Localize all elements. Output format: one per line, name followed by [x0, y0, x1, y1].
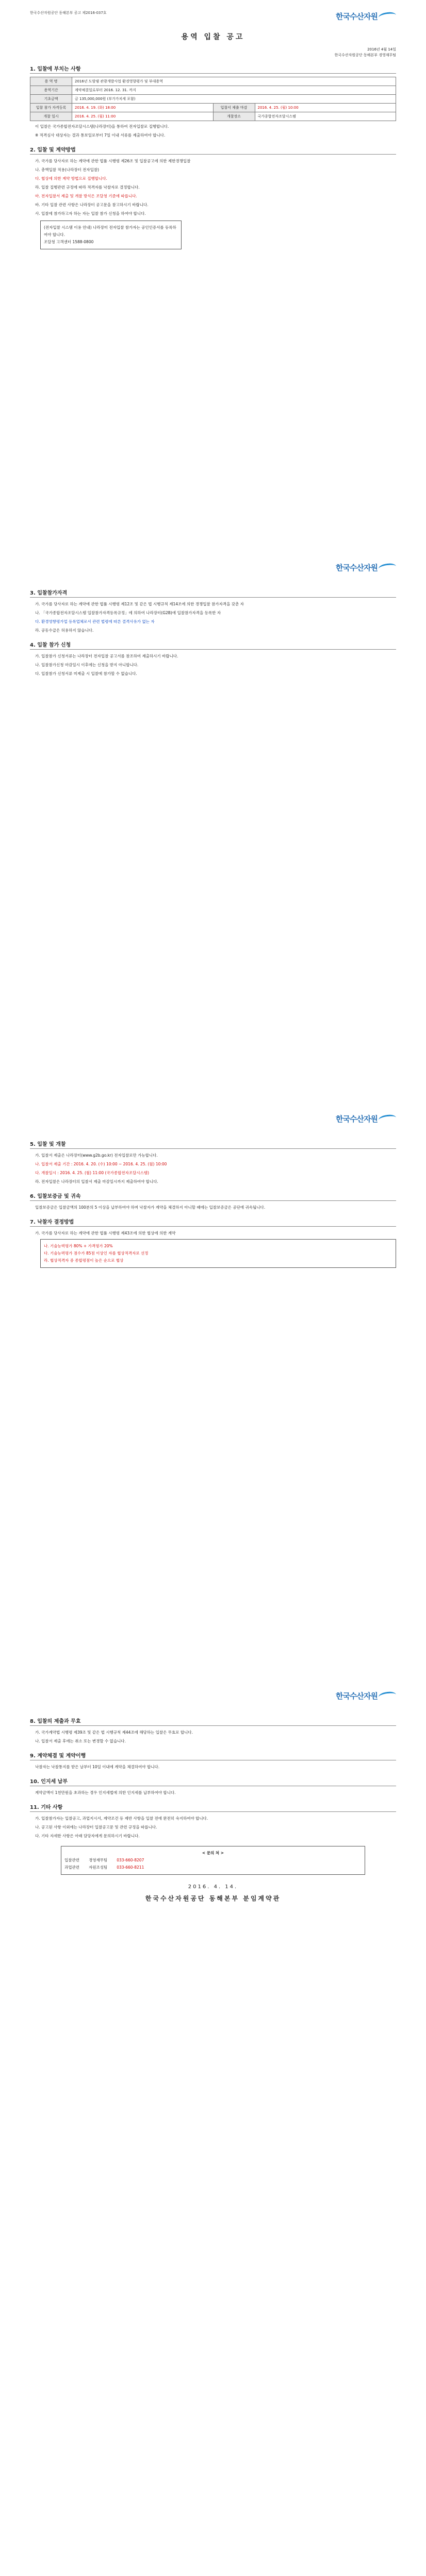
table-key: 기초금액 — [30, 95, 72, 104]
section-title: 5. 입찰 및 개찰 — [30, 1140, 396, 1149]
logo-text: 한국수산자원 — [336, 11, 378, 21]
table-value: 2016년 도암댐 관광개발사업 환경영향평가 및 부대용역 — [72, 77, 396, 86]
agency-logo — [336, 1690, 396, 1701]
note: ※ 적격심사 대상자는 결과 통보일로부터 7일 이내 서류를 제출하여야 합니다. — [35, 133, 166, 138]
section-title: 11. 기타 사항 — [30, 1803, 396, 1812]
table-key: 개찰장소 — [213, 112, 255, 121]
section-title: 6. 입찰보증금 및 귀속 — [30, 1192, 396, 1201]
section-title: 1. 입찰에 부치는 사항 — [30, 64, 396, 74]
contact-row — [64, 1864, 362, 1871]
paragraph: 계약금액이 1천만원을 초과하는 경우 인지세법에 의한 인지세를 납부하여야 합니다. — [35, 1790, 176, 1795]
table-row — [30, 86, 396, 95]
list-item: 가. 국가를 당사자로 하는 계약에 관한 법률 시행령 제43조에 의한 협상에 의한 계약 — [35, 1231, 176, 1235]
agency-logo — [336, 1113, 396, 1124]
list-item: 라. 전자입찰은 나라장터의 입찰서 제출 마감일시까지 제출하여야 합니다. — [35, 1179, 158, 1184]
list-item: 다. 기술능력평가 점수가 85점 이상인 자를 협상적격자로 선정 — [44, 1251, 149, 1256]
list-item: 다. 기타 자세한 사항은 아래 담당자에게 문의하시기 바랍니다. — [35, 1834, 140, 1838]
notice-date: 2016년 4월 14일 — [367, 47, 396, 52]
footer-org: 한국수산자원공단 동해본부 분임계약관 — [145, 1895, 281, 1902]
list-item: 나. 총액입찰 적용(나라장터 전자입찰) — [35, 167, 100, 172]
table-key: 용 역 명 — [30, 77, 72, 86]
table-row — [30, 95, 396, 104]
paragraph: 입찰보증금은 입찰금액의 100분의 5 이상을 납부하여야 하며 낙찰자가 계약을 체결하지 아니할 때에는 입찰보증금은 공단에 귀속됩니다. — [35, 1205, 266, 1210]
section-title: 2. 입찰 및 계약방법 — [30, 145, 396, 155]
section-title: 4. 입찰 참가 신청 — [30, 640, 396, 650]
table-key: 입찰 참가 자격등록 — [30, 104, 72, 112]
table-value: 계약체결일로부터 2016. 12. 31. 까지 — [72, 86, 396, 95]
logo-wave-icon — [378, 1690, 397, 1701]
logo-wave-icon — [378, 1113, 397, 1124]
list-item: 가. 입찰참가자는 입찰공고, 과업지시서, 계약조건 등 제반 사항을 입찰 전에 완전히 숙지하여야 합니다. — [35, 1816, 208, 1821]
contact-role: 과업관련 — [64, 1865, 79, 1870]
section-title: 3. 입찰참가자격 — [30, 588, 396, 598]
logo-wave-icon — [378, 562, 397, 572]
contact-tel: 033-660-8207 — [117, 1858, 144, 1862]
info-box-text: (전자입찰 시스템 이용 안내) 나라장터 전자입찰 참가자는 공인인증서를 등록하여야 합니다. — [44, 225, 176, 237]
notice-page-3 — [30, 1113, 396, 1432]
list-item: 가. 국가계약법 시행령 제39조 및 같은 법 시행규칙 제44조에 해당하는 입찰은 무효로 합니다. — [35, 1730, 193, 1735]
table-value: 2016. 4. 25. (월) 10:00 — [255, 104, 396, 112]
notice-number: 한국수산자원공단 동해본부 공고 제2016-037호 — [30, 11, 107, 15]
contact-role: 입찰관련 — [64, 1858, 79, 1862]
list-item: 마. 전자입찰서 제출 및 개찰 방식은 조달청 기준에 따릅니다. — [35, 194, 137, 198]
list-item: 다. 입찰참가 신청서류 미제출 시 입찰에 참가할 수 없습니다. — [35, 671, 137, 676]
table-row — [30, 104, 396, 112]
note: 이 입찰은 국가종합전자조달시스템(나라장터)을 통하여 전자입찰로 집행합니다. — [35, 124, 169, 129]
logo-text: 한국수산자원 — [336, 563, 378, 572]
list-item: 사. 입찰에 참가하고자 하는 자는 입찰 참가 신청을 하여야 합니다. — [35, 211, 146, 216]
notice-page-4 — [30, 1690, 396, 2112]
list-item: 나. 입찰서 제출 기간 : 2016. 4. 20. (수) 10:00 ~ 2016. 4. 25. (월) 10:00 — [35, 1162, 167, 1166]
evaluation-box — [40, 1239, 396, 1268]
list-item: 가. 입찰서 제출은 나라장터(www.g2b.go.kr) 전자입찰로만 가능합니다. — [35, 1153, 158, 1158]
section-title: 9. 계약체결 및 계약이행 — [30, 1751, 396, 1760]
issuer: 한국수산자원공단 동해본부 경영재무팀 — [334, 53, 396, 57]
agency-logo — [336, 10, 396, 22]
contact-title: < 문의 처 > — [202, 1851, 224, 1855]
list-item: 다. 개찰일시 : 2016. 4. 25. (월) 11:00 (국가종합전자조달시스템) — [35, 1171, 150, 1175]
contact-name: 자원조성팀 — [88, 1865, 108, 1870]
footer-date: 2016. 4. 14. — [188, 1884, 238, 1890]
table-value: 2016. 4. 25. (월) 11:00 — [72, 112, 214, 121]
section-title: 7. 낙찰자 결정방법 — [30, 1217, 396, 1227]
logo-text: 한국수산자원 — [336, 1691, 378, 1701]
table-row — [30, 112, 396, 121]
table-value: 금 135,000,000원 (부가가치세 포함) — [72, 95, 396, 104]
section-title: 10. 인지세 납부 — [30, 1777, 396, 1786]
logo-text: 한국수산자원 — [336, 1114, 378, 1124]
table-key: 개찰 일시 — [30, 112, 72, 121]
contact-tel: 033-660-8211 — [117, 1865, 144, 1870]
paragraph: 낙찰자는 낙찰통지를 받은 날부터 10일 이내에 계약을 체결하여야 합니다. — [35, 1765, 160, 1769]
section-title: 8. 입찰의 제출과 무효 — [30, 1717, 396, 1726]
notice-page-2 — [30, 562, 396, 850]
list-item: 바. 기타 입찰 관련 사항은 나라장터 공고문을 참고하시기 바랍니다. — [35, 202, 149, 207]
contact-row — [64, 1857, 362, 1864]
notice-page-1 — [30, 10, 396, 289]
contact-name: 경영재무팀 — [88, 1858, 108, 1862]
list-item: 가. 입찰참가 신청서류는 나라장터 전자입찰 공고서를 참조하여 제출하시기 바랍니다. — [35, 654, 178, 658]
info-box-contact: 조달청 고객센터 1588-0800 — [44, 240, 94, 244]
list-item: 다. 협상에 의한 계약 방법으로 집행합니다. — [35, 176, 107, 181]
bid-summary-table — [30, 77, 396, 121]
table-key: 입찰서 제출 마감 — [213, 104, 255, 112]
list-item: 나. 공고된 사항 이외에는 나라장터 입찰공고문 및 관련 규정을 따릅니다. — [35, 1825, 157, 1829]
list-item: 나. 「국가종합전자조달시스템 입찰참가자격등록규정」에 의하여 나라장터(G2B)에 입찰참가자격을 등록한 자 — [35, 611, 221, 615]
logo-wave-icon — [378, 11, 397, 21]
list-item: 나. 입찰서 제출 후에는 취소 또는 변경할 수 없습니다. — [35, 1739, 126, 1743]
list-item: 라. 공동수급은 허용하지 않습니다. — [35, 628, 94, 633]
list-item: 라. 협상적격자 중 종합평점이 높은 순으로 협상 — [44, 1258, 124, 1263]
table-row — [30, 77, 396, 86]
info-box — [40, 221, 182, 249]
table-key: 용역기간 — [30, 86, 72, 95]
list-item: 나. 입찰참가신청 마감일시 이후에는 신청을 받지 아니합니다. — [35, 663, 139, 667]
table-value: 국가종합전자조달시스템 — [255, 112, 396, 121]
agency-logo — [336, 562, 396, 573]
list-item: 가. 국가를 당사자로 하는 계약에 관한 법률 시행령 제26조 및 입찰공고에 의한 제한경쟁입찰 — [35, 159, 191, 163]
list-item: 가. 국가를 당사자로 하는 계약에 관한 법률 시행령 제12조 및 같은 법 시행규칙 제14조에 의한 경쟁입찰 참가자격을 갖춘 자 — [35, 602, 244, 606]
list-item: 다. 환경영향평가업 등록업체로서 관련 법령에 따른 결격사유가 없는 자 — [35, 619, 155, 624]
table-value: 2016. 4. 19. (화) 18:00 — [72, 104, 214, 112]
list-item: 나. 기술능력평가 80% + 가격평가 20% — [44, 1244, 113, 1248]
contact-box — [61, 1846, 365, 1875]
list-item: 라. 입찰 집행관련 규정에 따라 적격자를 낙찰자로 결정합니다. — [35, 185, 140, 190]
page-title: 용역 입찰 공고 — [181, 33, 245, 41]
